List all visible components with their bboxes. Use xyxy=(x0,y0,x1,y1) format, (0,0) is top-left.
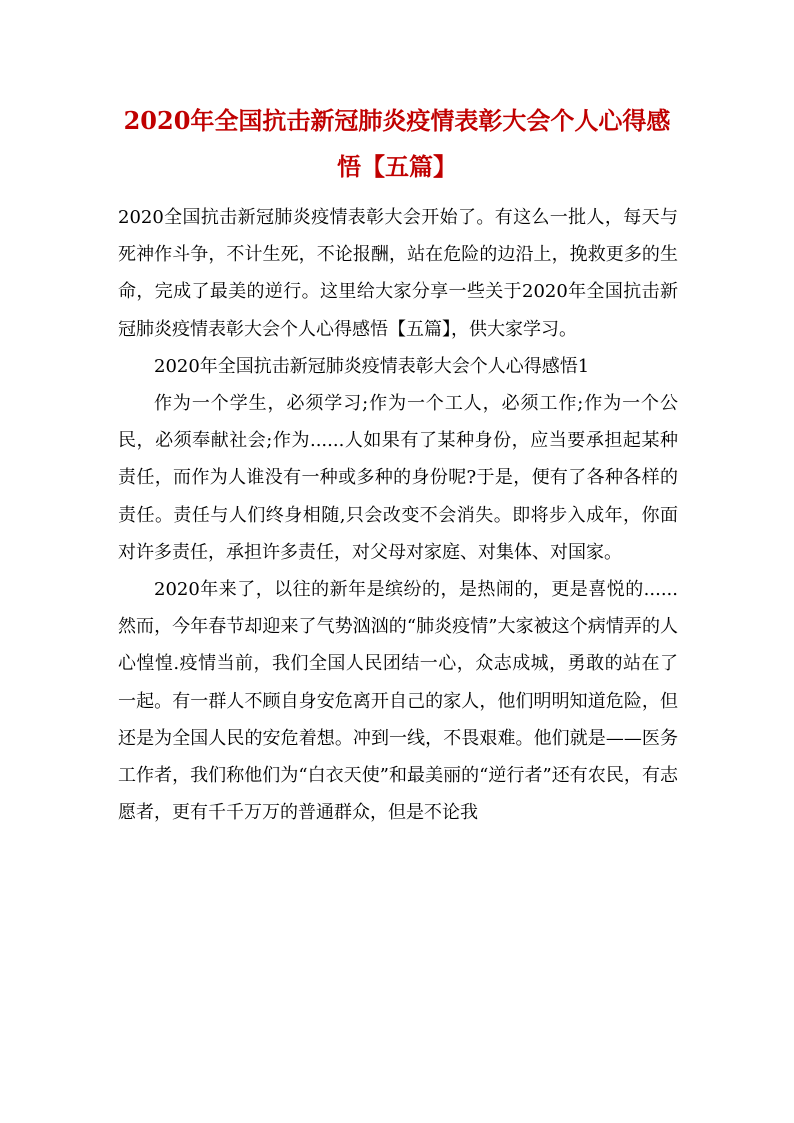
body-paragraph-1: 作为一个学生，必须学习;作为一个工人，必须工作;作为一个公民，必须奉献社会;作为......人如果有了某种身份，应当要承担起某种责任，而作为人谁没有一种或多种的身份呢?于是，便有了各种各样的责任。责任与人们终身相随,只会改变不会消失。即将步入成年，你面对许多责任，承担许多责任，对父母对家庭、对集体、对国家。 xyxy=(118,393,678,563)
title-line-2: 悟【五篇】 xyxy=(337,152,457,181)
document-body xyxy=(118,199,678,831)
section-heading-1: 2020年全国抗击新冠肺炎疫情表彰大会个人心得感悟1 xyxy=(154,355,590,377)
title-line-1: 2020年全国抗击新冠肺炎疫情表彰大会个人心得感 xyxy=(123,106,671,135)
document-title xyxy=(110,98,684,190)
body-paragraph-2: 2020年来了，以往的新年是缤纷的，是热闹的，更是喜悦的......然而，今年春节却迎来了气势汹汹的“肺炎疫情”大家被这个病情弄的人心惶惶.疫情当前，我们全国人民团结一心，众志成城，勇敢的站在了一起。有一群人不顾自身安危离开自己的家人，他们明明知道危险，但还是为全国人民的安危着想。冲到一线，不畏艰难。他们就是——医务工作者，我们称他们为“白衣天使”和最美丽的“逆行者”还有农民，有志愿者，更有千千万万的普通群众，但是不论我 xyxy=(118,579,678,824)
intro-paragraph: 2020全国抗击新冠肺炎疫情表彰大会开始了。有这么一批人，每天与死神作斗争，不计生死，不论报酬，站在危险的边沿上，挽救更多的生命，完成了最美的逆行。这里给大家分享一些关于2020年全国抗击新冠肺炎疫情表彰大会个人心得感悟【五篇】，供大家学习。 xyxy=(118,207,678,340)
